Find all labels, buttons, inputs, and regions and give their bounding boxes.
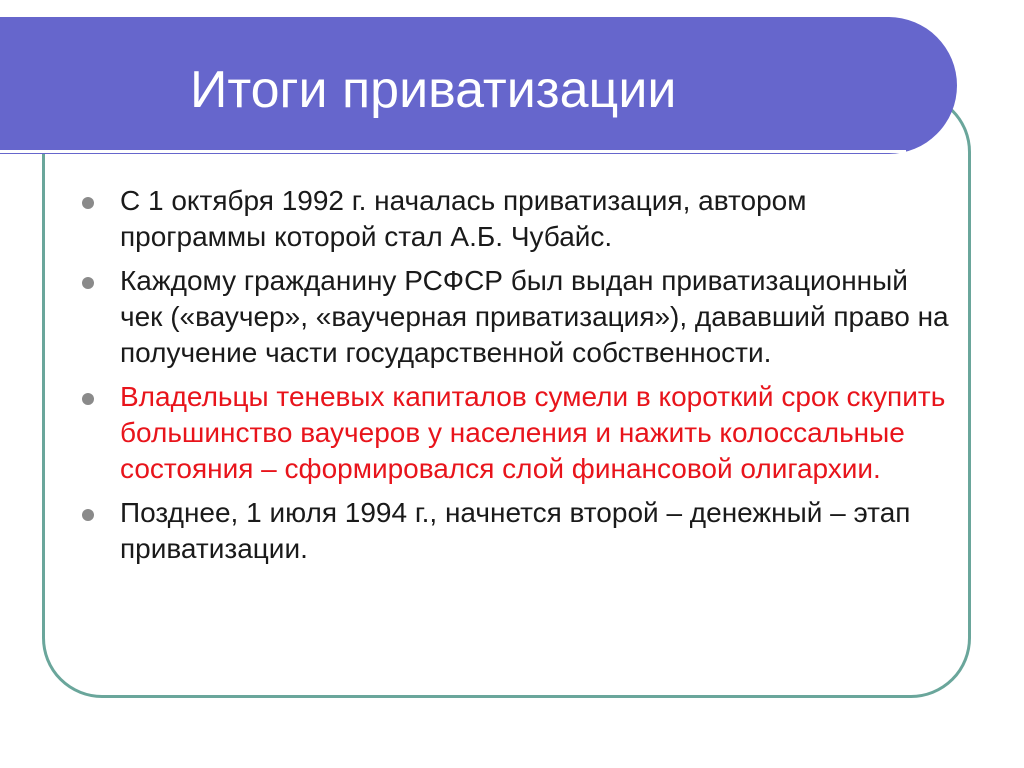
title-underline [0, 150, 906, 153]
slide-title: Итоги приватизации [190, 61, 677, 119]
title-bar [0, 17, 957, 154]
bullet-dot-icon [82, 393, 94, 405]
bullet-dot-icon [82, 277, 94, 289]
bullet-text: Владельцы теневых капиталов сумели в короткий срок скупить большинство ваучеров у населения и нажить колоссальные состояния – сформировался слой финансовой олигархии. [120, 381, 946, 484]
bullet-dot-icon [82, 509, 94, 521]
bullet-list [78, 183, 958, 575]
bullet-dot-icon [82, 197, 94, 209]
bullet-text: Позднее, 1 июля 1994 г., начнется второй – денежный – этап приватизации. [120, 497, 911, 564]
bullet-item-highlighted [78, 379, 958, 487]
bullet-item [78, 183, 958, 255]
bullet-item [78, 263, 958, 371]
bullet-item [78, 495, 958, 567]
bullet-text: Каждому гражданину РСФСР был выдан приватизационный чек («ваучер», «ваучерная приватизация»), дававший право на получение части государственной собственности. [120, 265, 949, 368]
bullet-text: С 1 октября 1992 г. началась приватизация, автором программы которой стал А.Б. Чубайс. [120, 185, 807, 252]
